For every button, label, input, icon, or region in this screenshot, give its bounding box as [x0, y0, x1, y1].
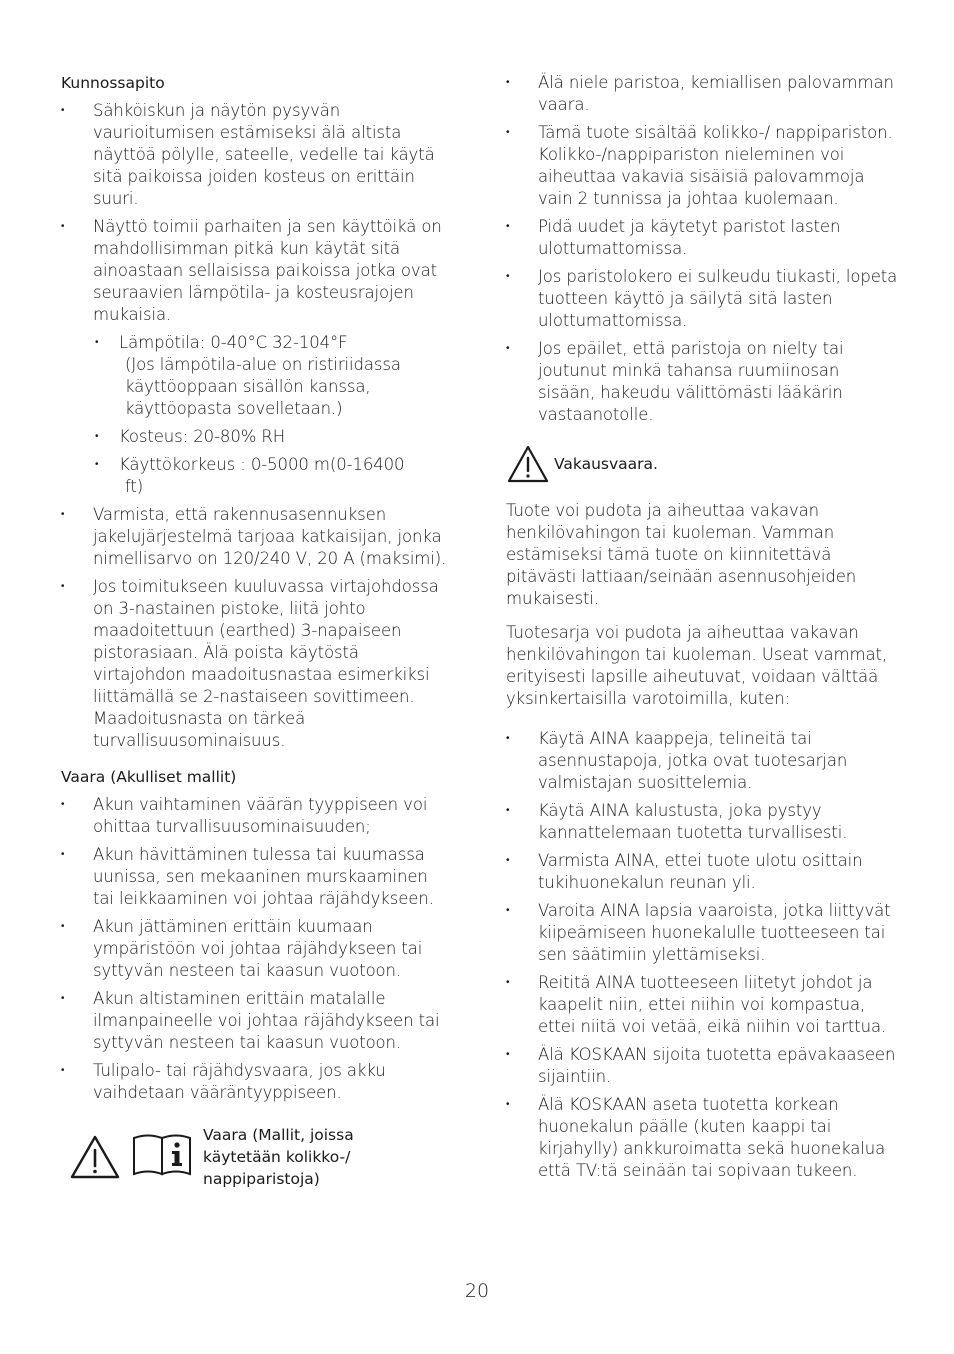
list-item: • Pidä uudet ja käytetyt paristot lasten ulottumattomissa. — [506, 216, 898, 260]
list-item-text: Näyttö toimii parhaiten ja sen käyttöikä on mahdollisimman pitkä kun käytät sitä ainoastaan sellaisissa paikoissa jotka ovat seuraavien lämpötila- ja kosteusrajojen mukaisia. — [93, 217, 442, 324]
sub-item-text: • Lämpötila: 0-40°C 32-104°F — [119, 333, 348, 352]
sub-list-item — [93, 454, 453, 498]
left-column — [61, 72, 453, 1190]
warning-triangle-icon — [506, 444, 550, 484]
sub-item-text: • Käyttökorkeus : 0-5000 m(0-16400 — [119, 455, 405, 474]
maintenance-list — [61, 100, 453, 752]
list-item: • Jos paristolokero ei sulkeudu tiukasti, lopeta tuotteen käyttö ja säilytä sitä lasten ulottumattomissa. — [506, 266, 898, 332]
sub-item-note: ft) — [125, 477, 144, 496]
list-item: • Sähköiskun ja näytön pysyvän vaurioitumisen estämiseksi älä altista näyttöä pölylle, sateelle, vedelle tai käytä sitä paikoissa joiden kosteus on erittäin suuri. — [61, 100, 453, 210]
battery-list — [61, 794, 453, 1104]
coin-battery-warning — [61, 1124, 453, 1190]
list-item: • Jos toimitukseen kuuluvassa virtajohdossa on 3-nastainen pistoke, liitä johto maadoitettuun (earthed) 3-napaiseen pistorasiaan. Älä poista käytöstä virtajohdon maadoitusnastaa esimerkiksi liittämällä se 2-nastaiseen sovittimeen. Maadoitusnasta on tärkeä turvallisuusominaisuus. — [61, 576, 453, 752]
list-item: • Varmista AINA, ettei tuote ulotu osittain tukihuonekalun reunan yli. — [506, 850, 898, 894]
stability-list — [506, 728, 898, 1182]
list-item: • Jos epäilet, että paristoja on nielty tai joutunut minkä tahansa ruumiinosan sisään, hakeudu välittömästi lääkärin vastaanotolle. — [506, 338, 898, 426]
stability-paragraph-2: Tuotesarja voi pudota ja aiheuttaa vakavan henkilövahingon tai kuoleman. Useat vammat, erityisesti lapsille aiheutuvat, voidaan välttää yksinkertaisilla varotoimilla, kuten: — [506, 623, 888, 708]
maintenance-heading: Kunnossapito — [61, 74, 165, 92]
manual-info-icon — [131, 1130, 193, 1178]
battery-heading: Vaara (Akulliset mallit) — [61, 768, 237, 786]
list-item: • Älä KOSKAAN aseta tuotetta korkean huonekalun päälle (kuten kaappi tai kirjahylly) ankkuroimatta sekä huonekalua että TV:tä seinään tai sopivaan tukeen. — [506, 1094, 898, 1182]
sub-item-text: • Kosteus: 20-80% RH — [119, 427, 286, 446]
sub-list-item — [93, 332, 453, 420]
list-item: • Akun hävittäminen tulessa tai kuumassa uunissa, sen mekaaninen murskaaminen tai leikkaaminen voi johtaa räjähdykseen. — [61, 844, 453, 910]
list-item: • Akun altistaminen erittäin matalalle ilmanpaineelle voi johtaa räjähdykseen tai syttyvän nesteen tai kaasun vuotoon. — [61, 988, 453, 1054]
stability-paragraph-1: Tuote voi pudota ja aiheuttaa vakavan henkilövahingon tai kuoleman. Vamman estämiseksi tämä tuote on kiinnitettävä pitävästi lattiaan/seinään asennusohjeiden mukaisesti. — [506, 501, 857, 608]
sub-list-item — [93, 426, 453, 448]
list-item: • Älä niele paristoa, kemiallisen palovamman vaara. — [506, 72, 898, 116]
stability-title: Vakausvaara. — [554, 455, 658, 473]
list-item: • Akun jättäminen erittäin kuumaan ympäristöön voi johtaa räjähdykseen tai syttyvän nesteen tai kaasun vuotoon. — [61, 916, 453, 982]
right-column — [506, 72, 898, 1188]
list-item — [61, 216, 453, 498]
list-item: • Akun vaihtaminen väärän tyyppiseen voi ohittaa turvallisuusominaisuuden; — [61, 794, 453, 838]
coin-battery-list — [506, 72, 898, 426]
stability-warning — [506, 444, 898, 484]
list-item: • Käytä AINA kalustusta, joka pystyy kannattelemaan tuotetta turvallisesti. — [506, 800, 898, 844]
warning-triangle-icon — [69, 1134, 121, 1180]
list-item: • Käytä AINA kaappeja, telineitä tai asennustapoja, jotka ovat tuotesarjan valmistajan suosittelemia. — [506, 728, 898, 794]
sub-item-note: (Jos lämpötila-alue on ristiriidassa käyttöoppaan sisällön kanssa, käyttöopasta sovelletaan.) — [125, 355, 401, 418]
list-item: • Tulipalo- tai räjähdysvaara, jos akku vaihdetaan vääräntyyppiseen. — [61, 1060, 453, 1104]
list-item: • Tämä tuote sisältää kolikko-/ nappipariston. Kolikko-/nappipariston nieleminen voi aiheuttaa vakavia sisäisiä palovammoja vain 2 tunnissa ja johtaa kuolemaan. — [506, 122, 898, 210]
coin-warning-title: Vaara (Mallit, joissa käytetään kolikko-/ nappiparistoja) — [203, 1126, 354, 1188]
list-item: • Varmista, että rakennusasennuksen jakelujärjestelmä tarjoaa katkaisijan, jonka nimellisarvo on 120/240 V, 20 A (maksimi). — [61, 504, 453, 570]
page-number: 20 — [464, 1280, 490, 1302]
conditions-sublist — [93, 332, 453, 498]
list-item: • Älä KOSKAAN sijoita tuotetta epävakaaseen sijaintiin. — [506, 1044, 898, 1088]
list-item: • Reititä AINA tuotteeseen liitetyt johdot ja kaapelit niin, ettei niihin voi kompastua, ettei niitä voi vetää, eikä niihin voi tarttua. — [506, 972, 898, 1038]
list-item: • Varoita AINA lapsia vaaroista, jotka liittyvät kiipeämiseen huonekalulle tuotteeseen tai sen säätimiin ylettämiseksi. — [506, 900, 898, 966]
